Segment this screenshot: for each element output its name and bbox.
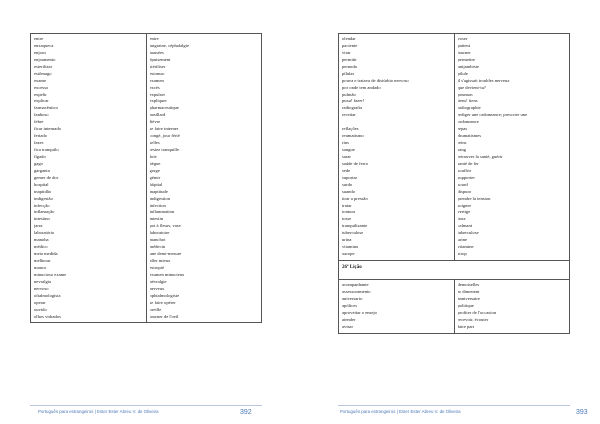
vocab-word: esterilizar xyxy=(34,63,53,69)
vocab-word: fica tranquilo xyxy=(34,147,59,152)
vocab-word: puxa! fazer! xyxy=(342,98,365,104)
vocab-word: patient xyxy=(457,42,471,48)
vocab-word: ar dimenent xyxy=(457,288,480,294)
vocab-word: politique xyxy=(457,302,474,308)
vocab-word: tourner xyxy=(457,49,471,55)
vocab-word: sirop xyxy=(457,251,467,257)
vocab-word: meia medida xyxy=(34,251,58,257)
lesson-title-cell xyxy=(339,261,570,280)
vocab-word: que devient-tu? xyxy=(457,84,486,90)
vocab-word: gémir xyxy=(149,174,161,180)
vocab-word: repas xyxy=(457,126,468,132)
vocab-word: ficar internado xyxy=(34,126,61,132)
vocab-word: pouva e tratava de distúrbio nervoso xyxy=(342,77,409,83)
vocab-word: inaptidão xyxy=(34,188,52,194)
table-row xyxy=(31,34,262,323)
vocab-word: pilule xyxy=(457,70,468,76)
lesson-portuguese-column xyxy=(339,280,455,334)
vocab-word: avisar xyxy=(342,323,353,329)
vocab-word: operar xyxy=(34,299,46,305)
vocab-word: expliquer xyxy=(149,98,167,104)
vocab-word: intestino xyxy=(34,216,50,222)
vocab-word: tontura xyxy=(342,209,356,215)
vocab-word: bègue xyxy=(149,160,161,166)
vocab-word: enxaqueca xyxy=(34,42,54,48)
vocab-word: virar xyxy=(342,49,351,55)
vocab-word: reins xyxy=(457,140,467,146)
vocab-table-right xyxy=(338,33,570,334)
vocab-word: foie xyxy=(149,153,157,159)
vocab-word: minucioso exame xyxy=(34,271,67,277)
vocab-word: fazes xyxy=(34,140,44,146)
vocab-word: rediger une ordonnance; prescrire une xyxy=(457,112,528,118)
word-list xyxy=(342,282,452,331)
vocab-word: supporter xyxy=(457,174,475,180)
table-row xyxy=(339,280,570,334)
vocab-word: une demi-mesure xyxy=(149,251,182,257)
vocab-word: por onde tem andado xyxy=(342,84,381,90)
vocab-word: intestin xyxy=(149,216,164,222)
word-list xyxy=(458,36,568,258)
vocab-word: toux xyxy=(457,216,466,222)
vocab-word: se faire opérer xyxy=(149,299,176,305)
vocab-word: pharmaceutique xyxy=(149,105,179,111)
vocab-word: reumatismo xyxy=(342,133,364,139)
footer-divider xyxy=(30,405,262,406)
vocab-word: dispuro xyxy=(457,188,472,194)
vocab-word: santé de fer xyxy=(457,160,479,166)
vocab-word: ordonnance xyxy=(457,119,479,125)
vocab-word: migraine, céphalalgie xyxy=(149,42,190,48)
vocab-word: manco xyxy=(34,264,47,270)
vocab-word: surdo xyxy=(342,181,353,187)
vocab-word: jarra xyxy=(34,223,43,229)
vocab-word: garganta xyxy=(34,167,50,173)
vocab-word: voser xyxy=(457,36,468,41)
vocab-word: feriado xyxy=(34,133,48,139)
vocab-word: tourner de l'oeil xyxy=(149,313,179,319)
vocab-word: névralgie xyxy=(149,278,167,284)
vocab-word: selles xyxy=(149,140,160,146)
vocab-word: vertige xyxy=(457,209,471,215)
vocab-word: saúde de ferro xyxy=(342,160,369,166)
vocab-word: vitamine xyxy=(457,244,474,250)
vocab-word: gemer de dor xyxy=(34,174,59,180)
vocab-word: radiografia xyxy=(342,105,363,111)
vocab-word: paciente xyxy=(342,42,358,48)
vocab-word xyxy=(342,119,452,126)
vocab-word: faire part xyxy=(457,323,475,329)
vocab-word: oreille xyxy=(149,306,162,312)
vocab-word: xarope xyxy=(342,251,355,257)
vocab-word: excès xyxy=(149,84,160,90)
vocab-word: olendar xyxy=(342,36,356,41)
vocab-word: entre xyxy=(149,36,159,41)
vocab-word: poumon xyxy=(457,91,473,97)
table-row xyxy=(339,261,570,280)
word-list xyxy=(342,36,452,258)
vocab-word: aller mieux xyxy=(149,258,171,263)
page-number: 392 xyxy=(240,409,252,416)
vocab-word: souffrir xyxy=(457,167,472,173)
vocab-word: ouvido xyxy=(34,306,47,312)
vocab-word: inflammation xyxy=(149,209,175,215)
vocab-word: manoha xyxy=(34,237,49,243)
vocab-word: entre xyxy=(34,36,44,41)
table-row xyxy=(339,34,570,261)
vocab-word: profiter de l'occasion xyxy=(457,309,497,315)
vocab-word: calmant xyxy=(457,223,473,229)
vocab-word: gorge xyxy=(149,167,160,173)
vocab-word: hospital xyxy=(34,181,49,187)
vocab-word: urina xyxy=(342,237,352,243)
vocab-word: hôpital xyxy=(149,181,163,187)
vocab-word: inaptitude xyxy=(149,188,168,194)
word-list xyxy=(458,282,568,331)
page-footer: Português para estrangeiros | Ester Ester Abreu V. de Oliveira xyxy=(38,409,159,414)
vocab-word: sede xyxy=(342,167,351,173)
vocab-word: restez tranquille xyxy=(149,147,179,152)
vocab-word: ophtalmologiste xyxy=(149,292,180,298)
vocab-word: permitir xyxy=(342,56,357,62)
vocab-word: explicar xyxy=(34,98,49,104)
page-footer: Português para estrangeiros | Ester Ester Abreu V. de Oliveira xyxy=(340,409,461,414)
vocab-word: oftalmologista xyxy=(34,292,61,298)
vocab-word: sourd xyxy=(457,181,468,187)
vocab-word: excesso xyxy=(34,84,49,90)
vocab-word: aniversario xyxy=(342,295,363,301)
vocab-word: exame xyxy=(34,77,46,83)
vocab-word: sangue xyxy=(342,147,355,152)
vocab-word: nervoso xyxy=(34,285,49,291)
vocab-word: fièvre xyxy=(149,119,161,125)
vocab-word: sarar xyxy=(342,153,351,159)
portuguese-column xyxy=(31,34,147,323)
vocab-word: estômago xyxy=(34,70,52,76)
vocab-word: assessoramento xyxy=(342,288,371,294)
lesson-title: 26ª Lição xyxy=(342,265,362,270)
vocab-word: rins xyxy=(342,140,349,146)
vocab-word: farmacêutico xyxy=(34,105,58,111)
vocab-word: médico xyxy=(34,244,48,250)
vocab-word: receitar xyxy=(342,112,356,118)
vocab-word: sang xyxy=(457,147,466,152)
vocab-word: tranquilizante xyxy=(342,223,368,229)
vocab-word: nasillard xyxy=(149,112,166,118)
vocab-word: soigner xyxy=(457,202,472,208)
vocab-word: enjoamento xyxy=(34,56,56,62)
vocab-word: demoiselles xyxy=(457,282,480,287)
word-list xyxy=(150,36,260,320)
vocab-word: nevralgia xyxy=(34,278,52,284)
vocab-word: tirar a pressão xyxy=(342,195,368,201)
vocab-word: prendre la tension xyxy=(457,195,491,201)
vocab-word: examen minucieux xyxy=(149,271,185,277)
vocab-word: gago xyxy=(34,160,43,166)
vocab-word: retrouver la santé, guérir xyxy=(457,153,503,159)
vocab-word: vitamina xyxy=(342,244,359,250)
vocab-word: indigestão xyxy=(34,195,53,201)
vocab-word: enjoos xyxy=(34,49,46,55)
vocab-word: estropié xyxy=(149,264,165,270)
vocab-word: nerveux xyxy=(149,285,165,291)
french-column xyxy=(146,34,262,323)
vocab-word: congé, jour férié xyxy=(149,133,180,139)
vocab-word: recevoir, écouter xyxy=(457,316,489,322)
vocab-word: épuisement xyxy=(149,56,171,62)
vocab-word: tuberculose xyxy=(457,230,479,236)
vocab-word: infecção xyxy=(34,202,50,208)
vocab-word: atender xyxy=(342,316,356,322)
vocab-word: melhorar xyxy=(34,258,51,263)
vocab-word: indigestion xyxy=(149,195,170,201)
vocab-word: se faire interner xyxy=(149,126,179,132)
right-page xyxy=(300,0,600,424)
vocab-word: suportar xyxy=(342,174,358,180)
vocab-word: suando xyxy=(342,188,356,194)
vocab-word: aproveitar o ensejo xyxy=(342,309,377,315)
vocab-word: acompanhante xyxy=(342,282,369,287)
vocab-word: fanhoso xyxy=(34,112,49,118)
vocab-word: apólices xyxy=(342,302,358,308)
vocab-word: stériliser xyxy=(149,63,166,69)
vocab-word: tiens! tiens xyxy=(457,98,478,104)
vocab-word: rhumatismes xyxy=(457,133,481,139)
vocab-word: examen xyxy=(149,77,164,83)
vocab-word: expelir xyxy=(34,91,47,97)
vocab-word: tosse xyxy=(342,216,352,222)
vocab-word: fígado xyxy=(34,153,46,159)
vocab-word: pílulas xyxy=(342,70,355,76)
page-number: 393 xyxy=(576,409,588,416)
vocab-word: radiographie xyxy=(457,105,481,111)
footer-divider xyxy=(338,405,570,406)
word-list xyxy=(34,36,144,320)
vocab-word: anniversaire xyxy=(457,295,480,301)
vocab-word: infection xyxy=(149,202,166,208)
vocab-word: pernuda xyxy=(342,63,357,69)
vocab-word: pot à fleurs, vase xyxy=(149,223,181,229)
lesson-french-column xyxy=(454,280,570,334)
vocab-word: reflações xyxy=(342,126,359,132)
french-column xyxy=(454,34,570,261)
vocab-word: unijambiste xyxy=(457,63,479,69)
vocab-word: urine xyxy=(457,237,467,243)
vocab-word: tratar xyxy=(342,202,352,208)
vocab-word: permettre xyxy=(457,56,476,62)
vocab-word: nausées xyxy=(149,49,164,55)
vocab-word: estomac xyxy=(149,70,165,76)
vocab-word: il s'agissait troubles nerveux xyxy=(457,77,510,83)
vocab-word: inflamação xyxy=(34,209,55,215)
vocab-word: tuberculose xyxy=(342,230,364,236)
vocab-word: manchot xyxy=(149,237,166,243)
vocab-table-left xyxy=(30,33,262,323)
vocab-word: pulmão xyxy=(342,91,356,97)
vocab-word: febre xyxy=(34,119,44,125)
vocab-word: laboratoire xyxy=(149,230,170,236)
portuguese-column xyxy=(339,34,455,261)
vocab-word: expulser xyxy=(149,91,166,97)
vocab-word: olhos vidrados xyxy=(34,313,61,319)
vocab-word: laboratório xyxy=(34,230,55,236)
vocab-word: médecin xyxy=(149,244,166,250)
